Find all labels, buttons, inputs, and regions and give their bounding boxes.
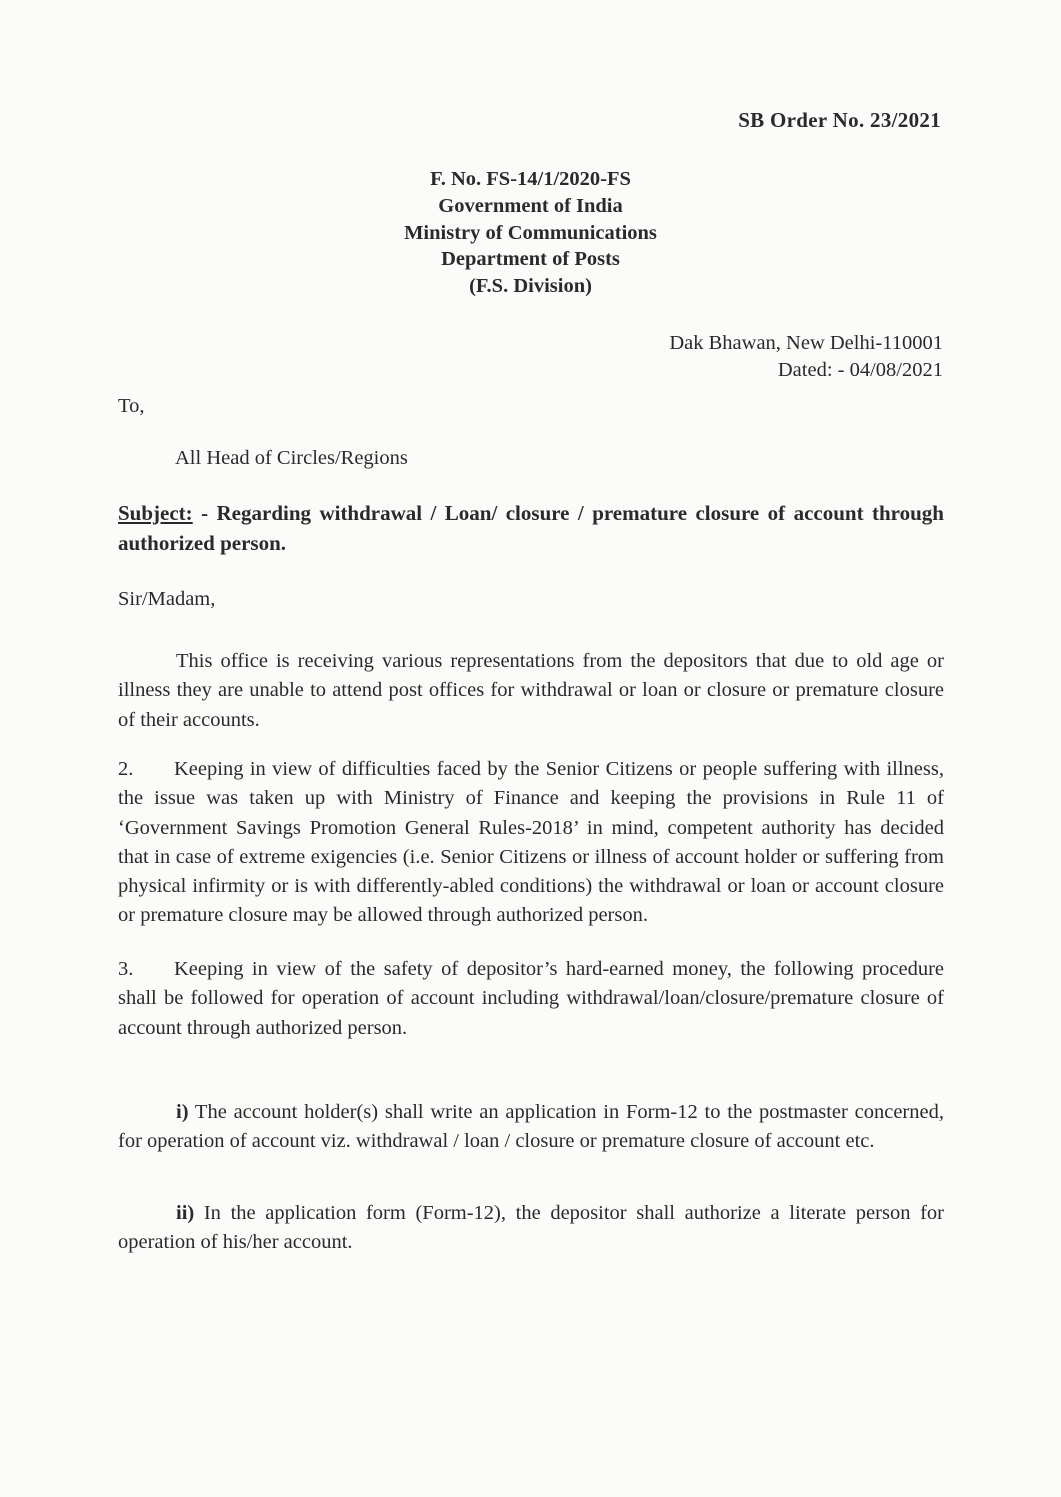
sub-paragraph-i-text: The account holder(s) shall write an application in Form-12 to the postmaster concerned, for operation of account viz. withdrawal / loan / closure or premature closure of account etc.: [118, 1101, 944, 1153]
sub-paragraph-i: [118, 1098, 944, 1157]
paragraph-3-text: Keeping in view of the safety of depositor’s hard-earned money, the following procedure shall be followed for operation of account including withdrawal/loan/closure/premature closure of account through authorized person.: [118, 958, 944, 1039]
address-date: Dated: - 04/08/2021: [777, 359, 943, 381]
paragraph-1: [118, 647, 944, 735]
to-label: To,: [118, 395, 145, 417]
paragraph-2: [118, 755, 944, 931]
address-place: Dak Bhawan, New Delhi-110001: [669, 332, 943, 354]
header-line-ministry: Ministry of Communications: [404, 221, 657, 244]
paragraph-2-text: Keeping in view of difficulties faced by the Senior Citizens or people suffering with illness, the issue was taken up with Ministry of Finance and keeping the provisions in Rule 11 of ‘Government Savings Promotion General Rules-2018’ in mind, competent authority has decided that in case of extreme exigencies (i.e. Senior Citizens or illness of account holder or suffering from physical infirmity or is with differently-abled conditions) the withdrawal or loan or account closure or premature closure may be allowed through authorized person.: [118, 758, 944, 927]
subject-label: Subject:: [118, 501, 193, 525]
file-number: F. No. FS-14/1/2020-FS: [430, 168, 631, 190]
order-number: SB Order No. 23/2021: [738, 108, 941, 132]
header-line-department: Department of Posts: [441, 248, 620, 271]
subject: [118, 498, 944, 558]
paragraph-3-number: 3.: [118, 958, 134, 980]
salutation: Sir/Madam,: [118, 588, 216, 610]
letter-header: [0, 166, 1061, 300]
sub-paragraph-ii-text: In the application form (Form-12), the depositor shall authorize a literate person for operation of his/her account.: [118, 1202, 944, 1254]
sub-paragraph-ii: [118, 1199, 944, 1258]
header-line-division: (F.S. Division): [469, 275, 592, 298]
paragraph-1-text: This office is receiving various representations from the depositors that due to old age or illness they are unable to attend post offices for withdrawal or loan or closure or premature closure of their accounts.: [118, 650, 944, 731]
recipient: All Head of Circles/Regions: [175, 447, 408, 469]
address-block: [669, 330, 943, 384]
paragraph-2-number: 2.: [118, 758, 134, 780]
sub-paragraph-i-number: i): [176, 1101, 189, 1123]
paragraph-3: [118, 955, 944, 1043]
header-line-government: Government of India: [438, 194, 623, 217]
subject-text: - Regarding withdrawal / Loan/ closure / premature closure of account through authorized person.: [118, 501, 944, 555]
sub-paragraph-ii-number: ii): [176, 1202, 195, 1224]
